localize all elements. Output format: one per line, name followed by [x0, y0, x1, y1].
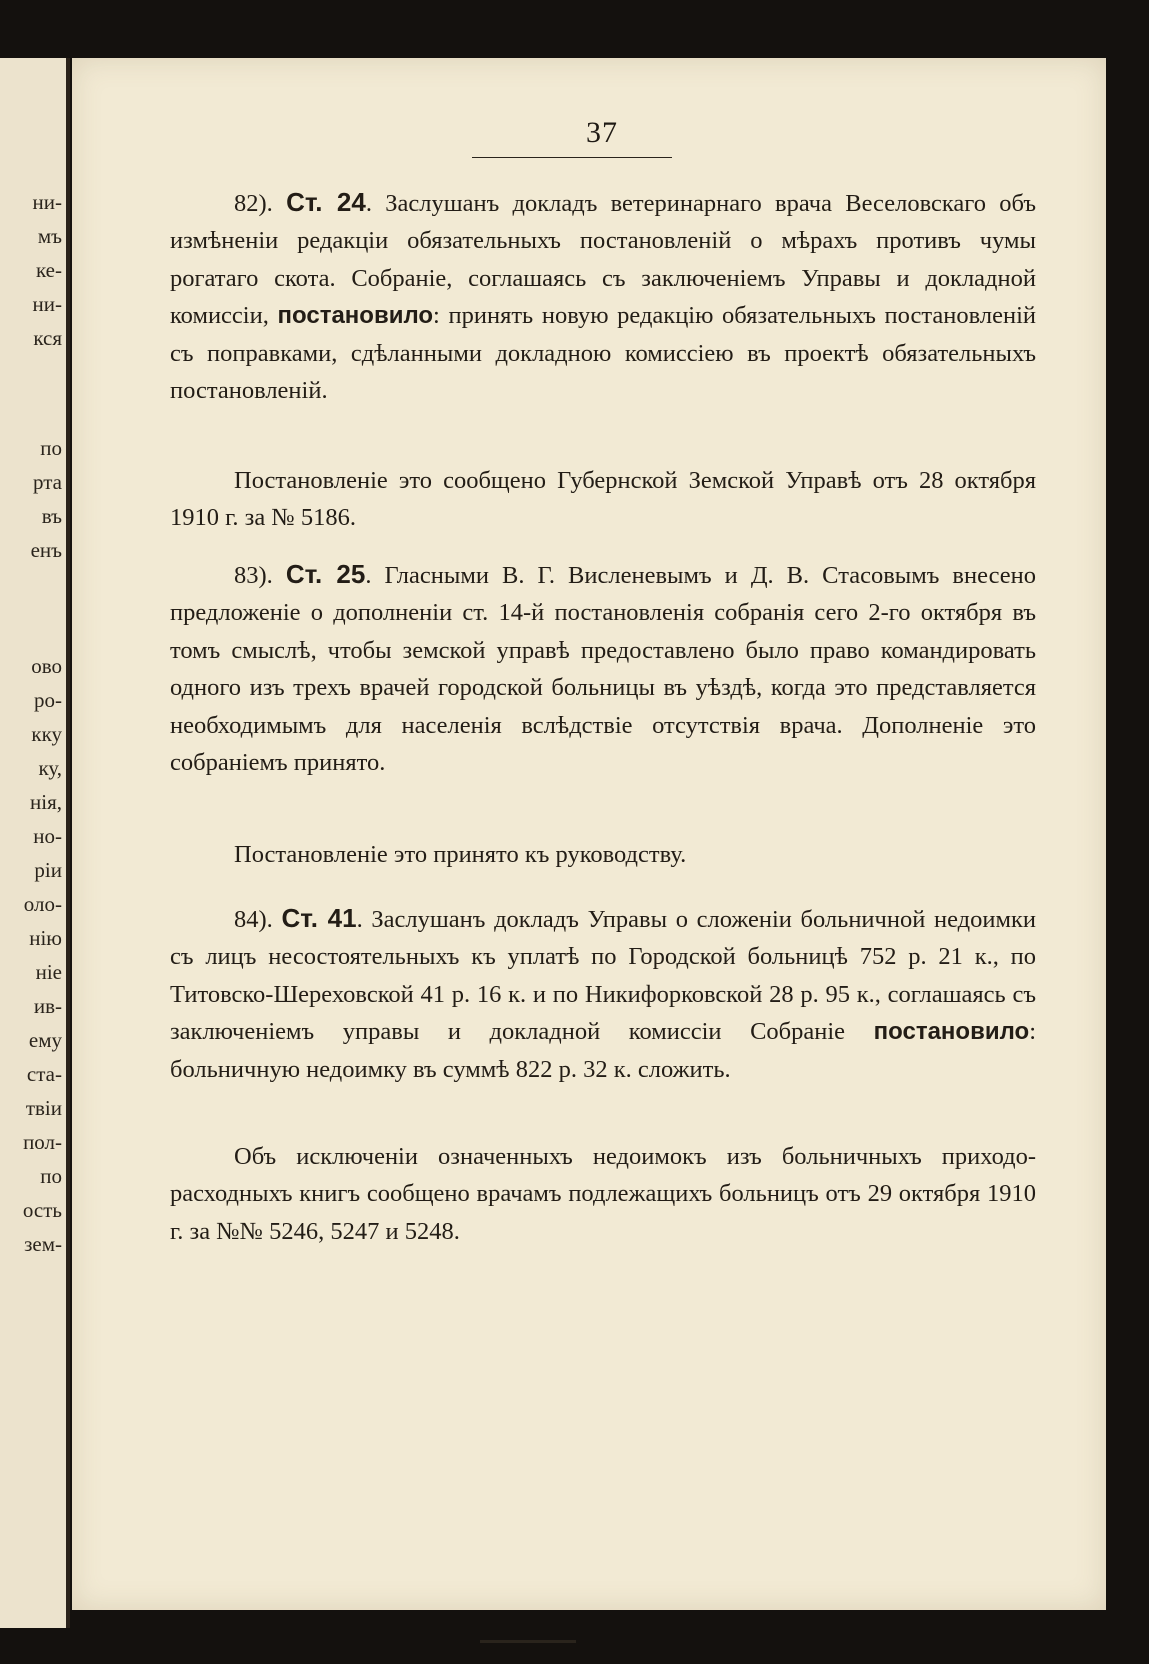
- article-heading: Ст. 24: [286, 187, 366, 217]
- left-fragment: ріи: [34, 858, 62, 882]
- adjacent-left-page: [0, 58, 70, 1628]
- left-fragment: ніе: [35, 960, 62, 984]
- article-heading: Ст. 25: [285, 559, 366, 589]
- closing-rule: [480, 1640, 576, 1643]
- left-fragment: по: [40, 1164, 62, 1188]
- left-fragment: оло-: [23, 892, 62, 916]
- left-fragment: зем-: [24, 1232, 62, 1256]
- left-fragment: рта: [33, 470, 62, 494]
- paragraph-text: . Гласными В. Г. Висленевымъ и Д. В. Стасовымъ внесено предложеніе о дополненіи ст. 14-й постановленія собранія сего 2-го октября въ томъ смыслѣ, чтобы земской управѣ предоставлено было право командировать одного изъ трехъ врачей городской больницы въ уѣздѣ, когда это представляется необходимымъ для населенія вслѣдствіе отсутствія врача. Дополненіе это собраніемъ принято.: [170, 562, 1036, 777]
- page-number-rule: [472, 157, 672, 158]
- left-fragment: но-: [33, 824, 62, 848]
- left-fragment: нія,: [30, 790, 62, 814]
- left-fragment: ово: [31, 654, 62, 678]
- left-fragment: ку,: [38, 756, 62, 780]
- left-fragment: ни-: [32, 190, 62, 214]
- item-number: 83).: [234, 562, 273, 589]
- left-fragment: ке-: [36, 258, 62, 282]
- keyword-decided: постановило: [873, 1018, 1030, 1046]
- page-number: 37: [586, 116, 618, 149]
- left-fragment: въ: [41, 504, 62, 528]
- left-fragment: кся: [33, 326, 62, 350]
- left-fragment: пол-: [23, 1130, 62, 1154]
- paragraph-text: : принять новую редакцію обязательныхъ постановленій съ поправками, сдѣланными докладною комиссіею въ проектѣ обязательныхъ постановленій.: [170, 302, 1036, 405]
- article-heading: Ст. 41: [281, 903, 357, 933]
- document-page: [72, 58, 1106, 1610]
- left-fragment: ему: [28, 1028, 62, 1052]
- left-fragment: мъ: [37, 224, 62, 248]
- paragraph-notice-84: Объ исключеніи означенныхъ недоимокъ изъ больничныхъ приходо-расходныхъ книгъ сообщено врачамъ подлежащихъ больницъ отъ 29 октября 1910 г. за №№ 5246, 5247 и 5248.: [170, 1143, 1036, 1245]
- left-fragment: ста-: [26, 1062, 62, 1086]
- paragraph-84: [170, 900, 1036, 1088]
- left-fragment: ни-: [32, 292, 62, 316]
- paragraph-text: . Заслушанъ докладъ Управы о сложеніи больничной недоимки съ лицъ несостоятельныхъ къ уплатѣ по Городской больницѣ 752 р. 21 к., по Титовско-Шереховской 41 р. 16 к. и по Никифорковской 28 р. 95 к., соглашаясь съ заключеніемъ управы и докладной комиссіи Собраніе: [170, 906, 1037, 1046]
- left-fragment: нію: [29, 926, 62, 950]
- left-fragment: ро-: [34, 688, 62, 712]
- left-fragment: кку: [31, 722, 62, 746]
- keyword-decided: постановило: [277, 302, 434, 330]
- paragraph-text: : больничную недоимку въ суммѣ 822 р. 32 к. сложить.: [170, 1018, 1036, 1083]
- paragraph-notice-83: Постановленіе это принято къ руководству.: [234, 841, 687, 868]
- paragraph-notice-82: Постановленіе это сообщено Губернской Земской Управѣ отъ 28 октября 1910 г. за № 5186.: [170, 467, 1036, 532]
- left-fragment: ив-: [33, 994, 62, 1018]
- paragraph-83: [170, 556, 1036, 781]
- paragraph-text: . Заслушанъ докладъ ветеринарнаго врача Веселовскаго объ измѣненіи редакціи обязательныхъ постановленій о мѣрахъ противъ чумы рогатаго скота. Собраніе, соглашаясь съ заключеніемъ Управы и докладной комиссіи,: [170, 190, 1037, 330]
- left-fragment: енъ: [30, 538, 62, 562]
- left-fragment: по: [40, 436, 62, 460]
- left-fragment: твіи: [25, 1096, 62, 1120]
- item-number: 84).: [234, 906, 273, 933]
- item-number: 82).: [234, 190, 273, 217]
- left-fragment: ость: [22, 1198, 62, 1222]
- paragraph-82: [170, 184, 1036, 409]
